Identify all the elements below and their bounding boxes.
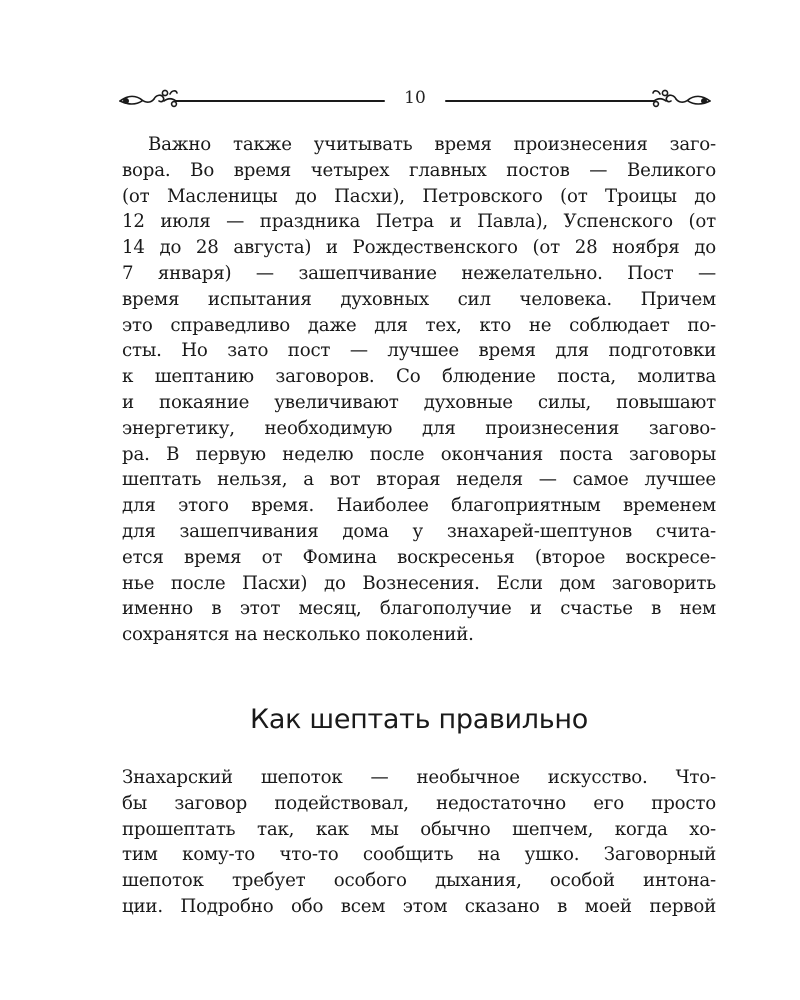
text-line: Важно также учитывать время произнесения заго-	[148, 134, 716, 155]
text-line: вора. Во время четырех главных постов — Великого	[122, 159, 716, 181]
text-line: бы заговор подействовал, недостаточно его просто	[122, 792, 716, 814]
text-line: ции. Подробно обо всем этом сказано в моей первой	[122, 895, 716, 917]
paragraph-whisper-technique	[122, 765, 716, 920]
text-line: тим кому-то что-то сообщить на ушко. Заговорный	[122, 844, 716, 866]
page-number: 10	[404, 88, 426, 108]
text-line: к шептанию заговоров. Со блюдение поста, молитва	[122, 366, 716, 388]
text-line: и покаяние увеличивают духовные силы, повышают	[122, 391, 716, 413]
text-line: сохранятся на несколько поколений.	[122, 624, 474, 646]
text-line: (от Масленицы до Пасхи), Петровского (от Троицы до	[122, 185, 716, 207]
text-line: 7 января) — зашепчивание нежелательно. Пост —	[122, 262, 716, 284]
text-line: время испытания духовных сил человека. Причем	[122, 288, 716, 310]
section-heading: Как шептать правильно	[250, 704, 588, 735]
text-line: сты. Но зато пост — лучшее время для подготовки	[122, 340, 716, 362]
text-line: шепоток требует особого дыхания, особой интона-	[122, 870, 716, 892]
page-header	[118, 84, 712, 116]
text-line: прошептать так, как мы обычно шепчем, когда хо-	[122, 818, 716, 840]
text-line: энергетику, необходимую для произнесения загово-	[122, 417, 716, 439]
text-line: ра. В первую неделю после окончания поста заговоры	[122, 443, 716, 465]
text-line: 14 до 28 августа) и Рождественского (от 28 ноября до	[122, 237, 716, 259]
text-line: 12 июля — праздника Петра и Павла), Успенского (от	[122, 211, 716, 233]
text-line: Знахарский шепоток — необычное искусство. Что-	[122, 767, 716, 788]
text-line: именно в этот месяц, благополучие и счастье в нем	[122, 598, 716, 620]
text-line: это справедливо даже для тех, кто не соблюдает по-	[122, 314, 716, 336]
paragraph-fasting-timing	[122, 132, 716, 648]
text-line: нье после Пасхи) до Вознесения. Если дом заговорить	[122, 572, 716, 594]
text-line: для зашепчивания дома у знахарей-шептунов счита-	[122, 520, 716, 542]
text-line: шептать нельзя, а вот вторая неделя — самое лучшее	[122, 469, 716, 491]
text-line: ется время от Фомина воскресенья (второе воскресе-	[122, 546, 716, 568]
text-line: для этого время. Наиболее благоприятным временем	[122, 495, 716, 517]
